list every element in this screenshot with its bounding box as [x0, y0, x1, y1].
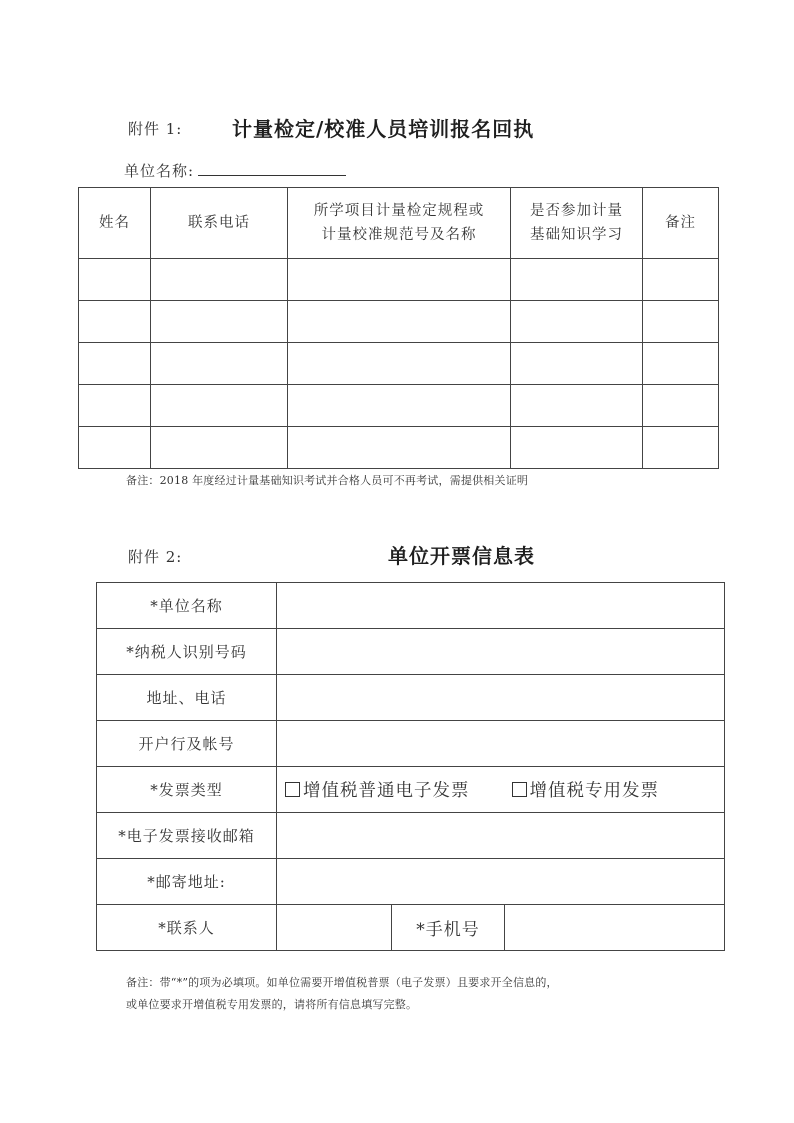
table-cell[interactable]	[151, 259, 288, 301]
phone-value[interactable]	[505, 905, 725, 951]
table-cell[interactable]	[288, 259, 511, 301]
invoice-table	[96, 582, 725, 951]
registration-table	[78, 187, 719, 469]
mail-address-value[interactable]	[277, 859, 725, 905]
bank-account-label: 开户行及帐号	[97, 721, 277, 767]
attachment-1-label: 附件 1:	[128, 120, 183, 138]
table-cell[interactable]	[151, 385, 288, 427]
header-remarks: 备注	[643, 188, 719, 259]
invoice-note	[126, 972, 558, 1016]
unit-name-line	[124, 160, 346, 181]
invoice-row-type	[97, 767, 725, 813]
option-special-invoice[interactable]: 增值税专用发票	[512, 777, 660, 802]
invoice-note-line-1: 备注：带“*”的项为必填项。如单位需要开增值税普票（电子发票）且要求开全信息的，	[126, 976, 558, 989]
table-cell[interactable]	[151, 301, 288, 343]
mail-address-label: *邮寄地址:	[97, 859, 277, 905]
table-row	[79, 385, 719, 427]
attachment-2-label: 附件 2:	[128, 548, 183, 566]
table-cell[interactable]	[511, 259, 643, 301]
unit-name-label-cell: *单位名称	[97, 583, 277, 629]
phone-label: *手机号	[392, 905, 505, 951]
table-cell[interactable]	[79, 385, 151, 427]
invoice-row-address	[97, 675, 725, 721]
invoice-row-bank	[97, 721, 725, 767]
table-cell[interactable]	[511, 301, 643, 343]
table-cell[interactable]	[288, 385, 511, 427]
registration-header-row	[79, 188, 719, 259]
tax-id-label: *纳税人识别号码	[97, 629, 277, 675]
table-cell[interactable]	[511, 343, 643, 385]
table-cell[interactable]	[79, 343, 151, 385]
checkbox-icon[interactable]	[285, 782, 300, 797]
invoice-row-mail-address	[97, 859, 725, 905]
unit-name-value[interactable]	[277, 583, 725, 629]
table-cell[interactable]	[79, 259, 151, 301]
table-row	[79, 301, 719, 343]
header-course: 所学项目计量检定规程或 计量校准规范号及名称	[288, 188, 511, 259]
invoice-type-label: *发票类型	[97, 767, 277, 813]
registration-title: 计量检定/校准人员培训报名回执	[232, 117, 535, 141]
contact-value[interactable]	[277, 905, 392, 951]
unit-name-label: 单位名称:	[124, 162, 195, 180]
table-cell[interactable]	[643, 427, 719, 469]
table-row	[79, 259, 719, 301]
invoice-row-email	[97, 813, 725, 859]
address-phone-label: 地址、电话	[97, 675, 277, 721]
registration-note: 备注：2018 年度经过计量基础知识考试并合格人员可不再考试，需提供相关证明	[126, 474, 529, 487]
contact-label: *联系人	[97, 905, 277, 951]
table-cell[interactable]	[288, 301, 511, 343]
address-phone-value[interactable]	[277, 675, 725, 721]
checkbox-icon[interactable]	[512, 782, 527, 797]
tax-id-value[interactable]	[277, 629, 725, 675]
table-cell[interactable]	[511, 427, 643, 469]
table-cell[interactable]	[151, 427, 288, 469]
table-cell[interactable]	[643, 259, 719, 301]
table-row	[79, 427, 719, 469]
header-phone: 联系电话	[151, 188, 288, 259]
header-name: 姓名	[79, 188, 151, 259]
table-row	[79, 343, 719, 385]
email-label: *电子发票接收邮箱	[97, 813, 277, 859]
invoice-title: 单位开票信息表	[388, 544, 535, 568]
unit-name-blank[interactable]	[198, 161, 346, 176]
invoice-type-options	[277, 767, 725, 813]
table-cell[interactable]	[79, 301, 151, 343]
header-basic-study: 是否参加计量 基础知识学习	[511, 188, 643, 259]
invoice-note-line-2: 或单位要求开增值税专用发票的，请将所有信息填写完整。	[126, 998, 418, 1011]
table-cell[interactable]	[79, 427, 151, 469]
bank-account-value[interactable]	[277, 721, 725, 767]
table-cell[interactable]	[643, 385, 719, 427]
table-cell[interactable]	[511, 385, 643, 427]
option-general-e-invoice[interactable]: 增值税普通电子发票	[285, 777, 470, 802]
invoice-row-tax-id	[97, 629, 725, 675]
email-value[interactable]	[277, 813, 725, 859]
table-cell[interactable]	[151, 343, 288, 385]
invoice-row-unit-name	[97, 583, 725, 629]
table-cell[interactable]	[643, 301, 719, 343]
table-cell[interactable]	[288, 427, 511, 469]
table-cell[interactable]	[643, 343, 719, 385]
table-cell[interactable]	[288, 343, 511, 385]
invoice-row-contact	[97, 905, 725, 951]
